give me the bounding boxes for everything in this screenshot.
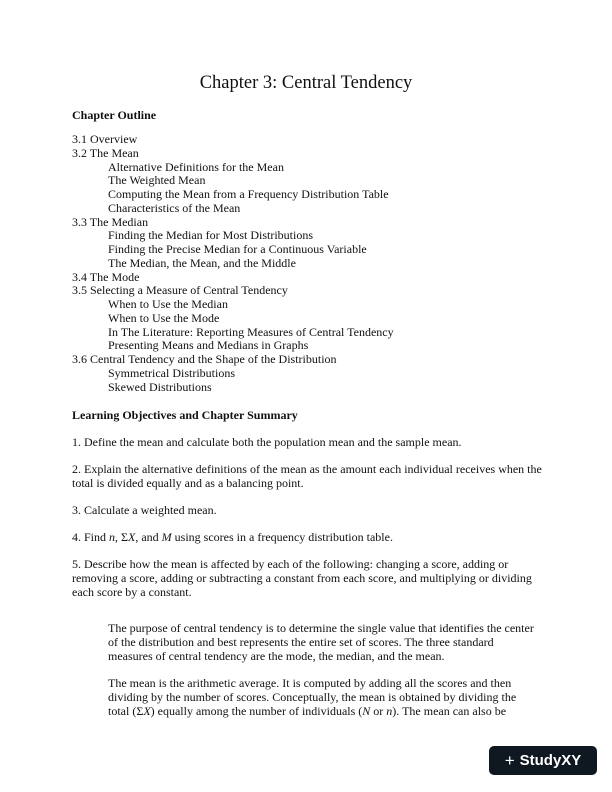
summary-paragraph-2 xyxy=(108,676,540,718)
outline-item: 3.5 Selecting a Measure of Central Tendency xyxy=(72,283,288,298)
outline-subitem: Finding the Precise Median for a Continuous Variable xyxy=(108,242,367,256)
outline-item: 3.2 The Mean xyxy=(72,145,139,160)
outline-item: 3.3 The Median xyxy=(72,214,149,229)
outline-item: 3.4 The Mode xyxy=(72,269,140,284)
outline-subitem: Alternative Definitions for the Mean xyxy=(108,159,284,174)
summary-paragraph-1: The purpose of central tendency is to determine the single value that identifies the center of the distribution and best represents the entire set of scores. The three standard measures of central tendency are the mode, the median, and the mean. xyxy=(108,621,534,663)
outline-item: 3.1 Overview xyxy=(72,132,138,146)
outline-subitem: Skewed Distributions xyxy=(108,379,212,394)
outline-subitem: When to Use the Mode xyxy=(108,310,220,325)
outline-subitem: The Weighted Mean xyxy=(108,173,206,188)
outline-subitem: Computing the Mean from a Frequency Distribution Table xyxy=(108,187,389,201)
summary-p2-b: ) equally among the number of individuals ( xyxy=(150,704,363,718)
objective-4-sep2: , and xyxy=(135,530,162,544)
brand-name-main: Study xyxy=(519,752,562,769)
summary-p2-a: The mean is the arithmetic average. It is computed by adding all the scores and then dividing by the number of scores. Conceptually, the mean is obtained by dividing the total (Σ xyxy=(108,676,517,718)
outline-subitem: In The Literature: Reporting Measures of Central Tendency xyxy=(108,324,394,339)
learning-objectives xyxy=(72,435,542,612)
outline-subitem: Characteristics of the Mean xyxy=(108,200,241,215)
chapter-outline xyxy=(72,133,542,394)
chapter-summary xyxy=(108,621,540,731)
objective-4-suffix: using scores in a frequency distribution table. xyxy=(171,530,393,544)
objective-4 xyxy=(72,530,542,544)
objective-1: 1. Define the mean and calculate both the population mean and the sample mean. xyxy=(72,435,462,449)
objective-3: 3. Calculate a weighted mean. xyxy=(72,503,217,517)
outline-subitem: Presenting Means and Medians in Graphs xyxy=(108,338,309,353)
outline-subitem: Finding the Median for Most Distributions xyxy=(108,228,313,243)
outline-heading: Chapter Outline xyxy=(72,108,157,122)
summary-p2-n-upper: N xyxy=(362,704,371,718)
objective-4-prefix: 4. Find xyxy=(72,530,110,544)
outline-subitem: When to Use the Median xyxy=(108,297,228,311)
objective-4-m: M xyxy=(161,530,172,544)
summary-p2-x: X xyxy=(143,704,151,718)
brand-name-accent: XY xyxy=(561,752,582,769)
objectives-heading: Learning Objectives and Chapter Summary xyxy=(72,408,298,422)
summary-p2-n-lower: n xyxy=(386,704,393,718)
outline-subitem: The Median, the Mean, and the Middle xyxy=(108,255,296,270)
outline-item: 3.6 Central Tendency and the Shape of the Distribution xyxy=(72,352,337,366)
summary-p2-d: ). The mean can also be xyxy=(392,704,507,718)
brand-name xyxy=(520,752,582,769)
objective-5: 5. Describe how the mean is affected by each of the following: changing a score, adding or removing a score, adding or subtracting a constant from each score, and multiplying or dividing each score by a constant. xyxy=(72,557,532,599)
summary-p2-c: or xyxy=(370,704,387,718)
objective-4-x: X xyxy=(128,530,136,544)
objective-4-sep1: , Σ xyxy=(115,530,128,544)
objective-4-n: n xyxy=(109,530,116,544)
studyxy-badge[interactable] xyxy=(489,746,597,775)
objective-2: 2. Explain the alternative definitions of the mean as the amount each individual receives when the total is divided equally and as a balancing point. xyxy=(72,462,542,490)
plus-icon: + xyxy=(504,751,515,770)
outline-subitem: Symmetrical Distributions xyxy=(108,365,235,380)
page-title: Chapter 3: Central Tendency xyxy=(199,73,413,93)
